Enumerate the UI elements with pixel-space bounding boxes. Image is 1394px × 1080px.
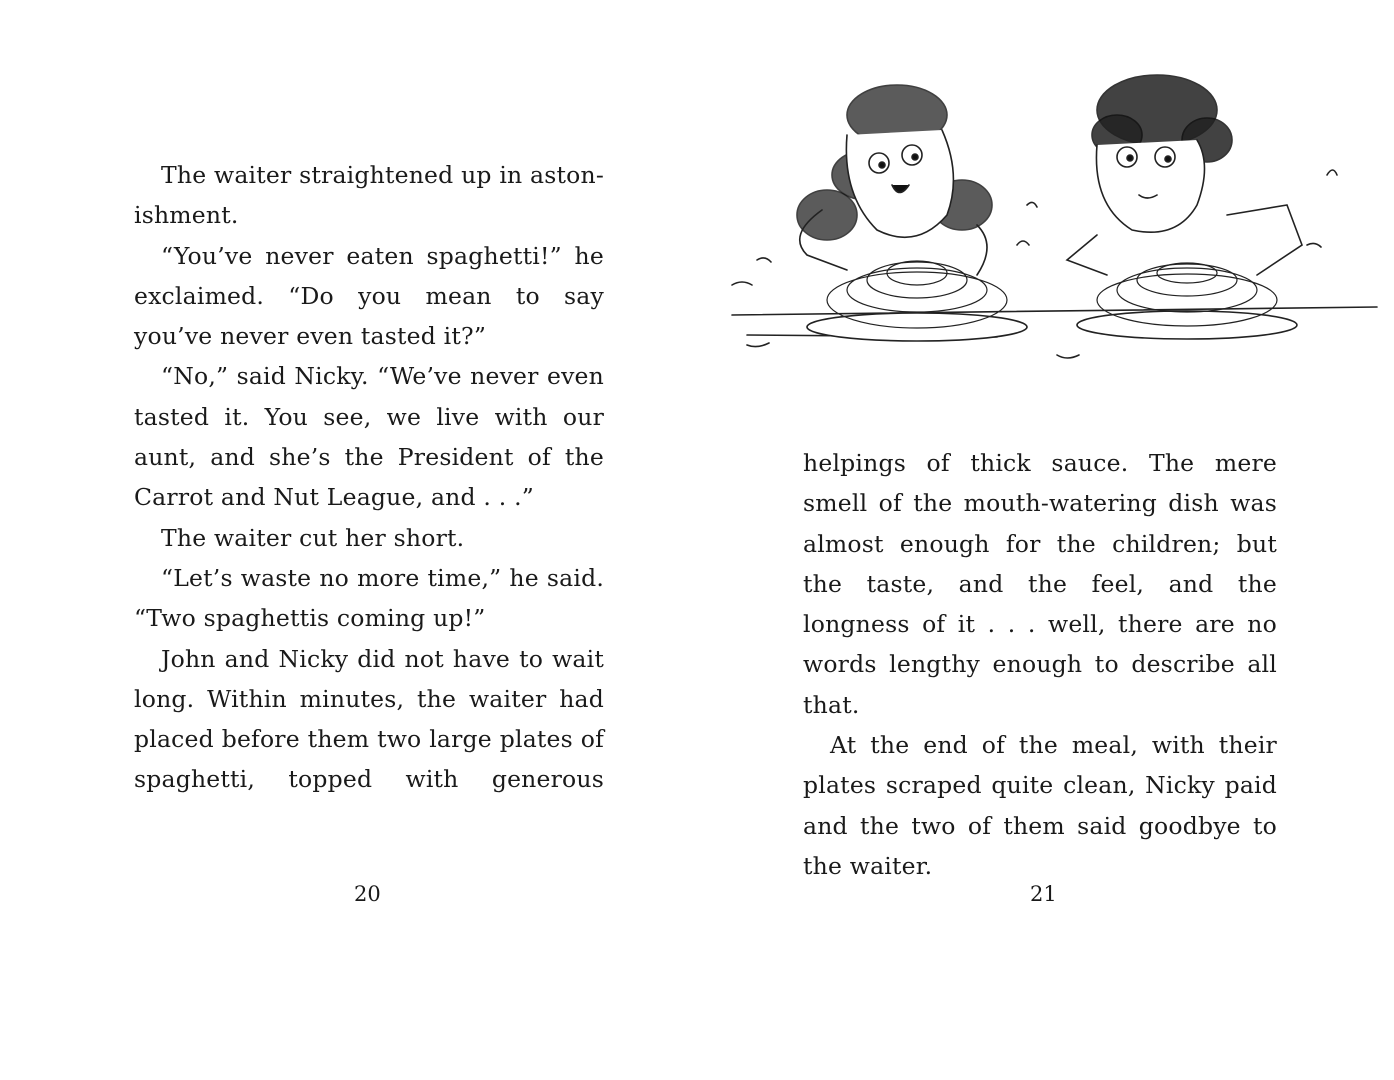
page-number-left: 20: [354, 882, 381, 906]
paragraph: At the end of the meal, with their plates scraped quite clean, Nicky paid and the two of them said goodbye to the waiter.: [803, 731, 1277, 880]
spaghetti-illustration: [727, 45, 1382, 375]
page-number-right: 21: [1030, 882, 1057, 906]
left-page-text: [134, 155, 604, 800]
right-page: [697, 0, 1394, 1080]
paragraph: John and Nicky did not have to wait long. Within minutes, the waiter had placed before them two large plates of spaghetti, topped with generous: [134, 644, 604, 794]
right-page-text: [803, 443, 1277, 886]
paragraph: helpings of thick sauce. The mere smell of the mouth-watering dish was almost enough for the children; but the taste, and the feel, and the longness of it . . . well, there are no words lengthy enough to describe all that.: [803, 449, 1277, 719]
paragraph: The waiter cut her short.: [161, 523, 465, 552]
paragraph: The waiter straightened up in aston-ishment.: [134, 161, 604, 230]
paragraph: “You’ve never eaten spaghetti!” he exclaimed. “Do you mean to say you’ve never even tasted it?”: [134, 241, 604, 351]
paragraph: “No,” said Nicky. “We’ve never even tasted it. You see, we live with our aunt, and she’s the President of the Carrot and Nut League, and . . .”: [134, 362, 604, 512]
paragraph: “Let’s waste no more time,” he said. “Two spaghettis coming up!”: [134, 563, 604, 633]
